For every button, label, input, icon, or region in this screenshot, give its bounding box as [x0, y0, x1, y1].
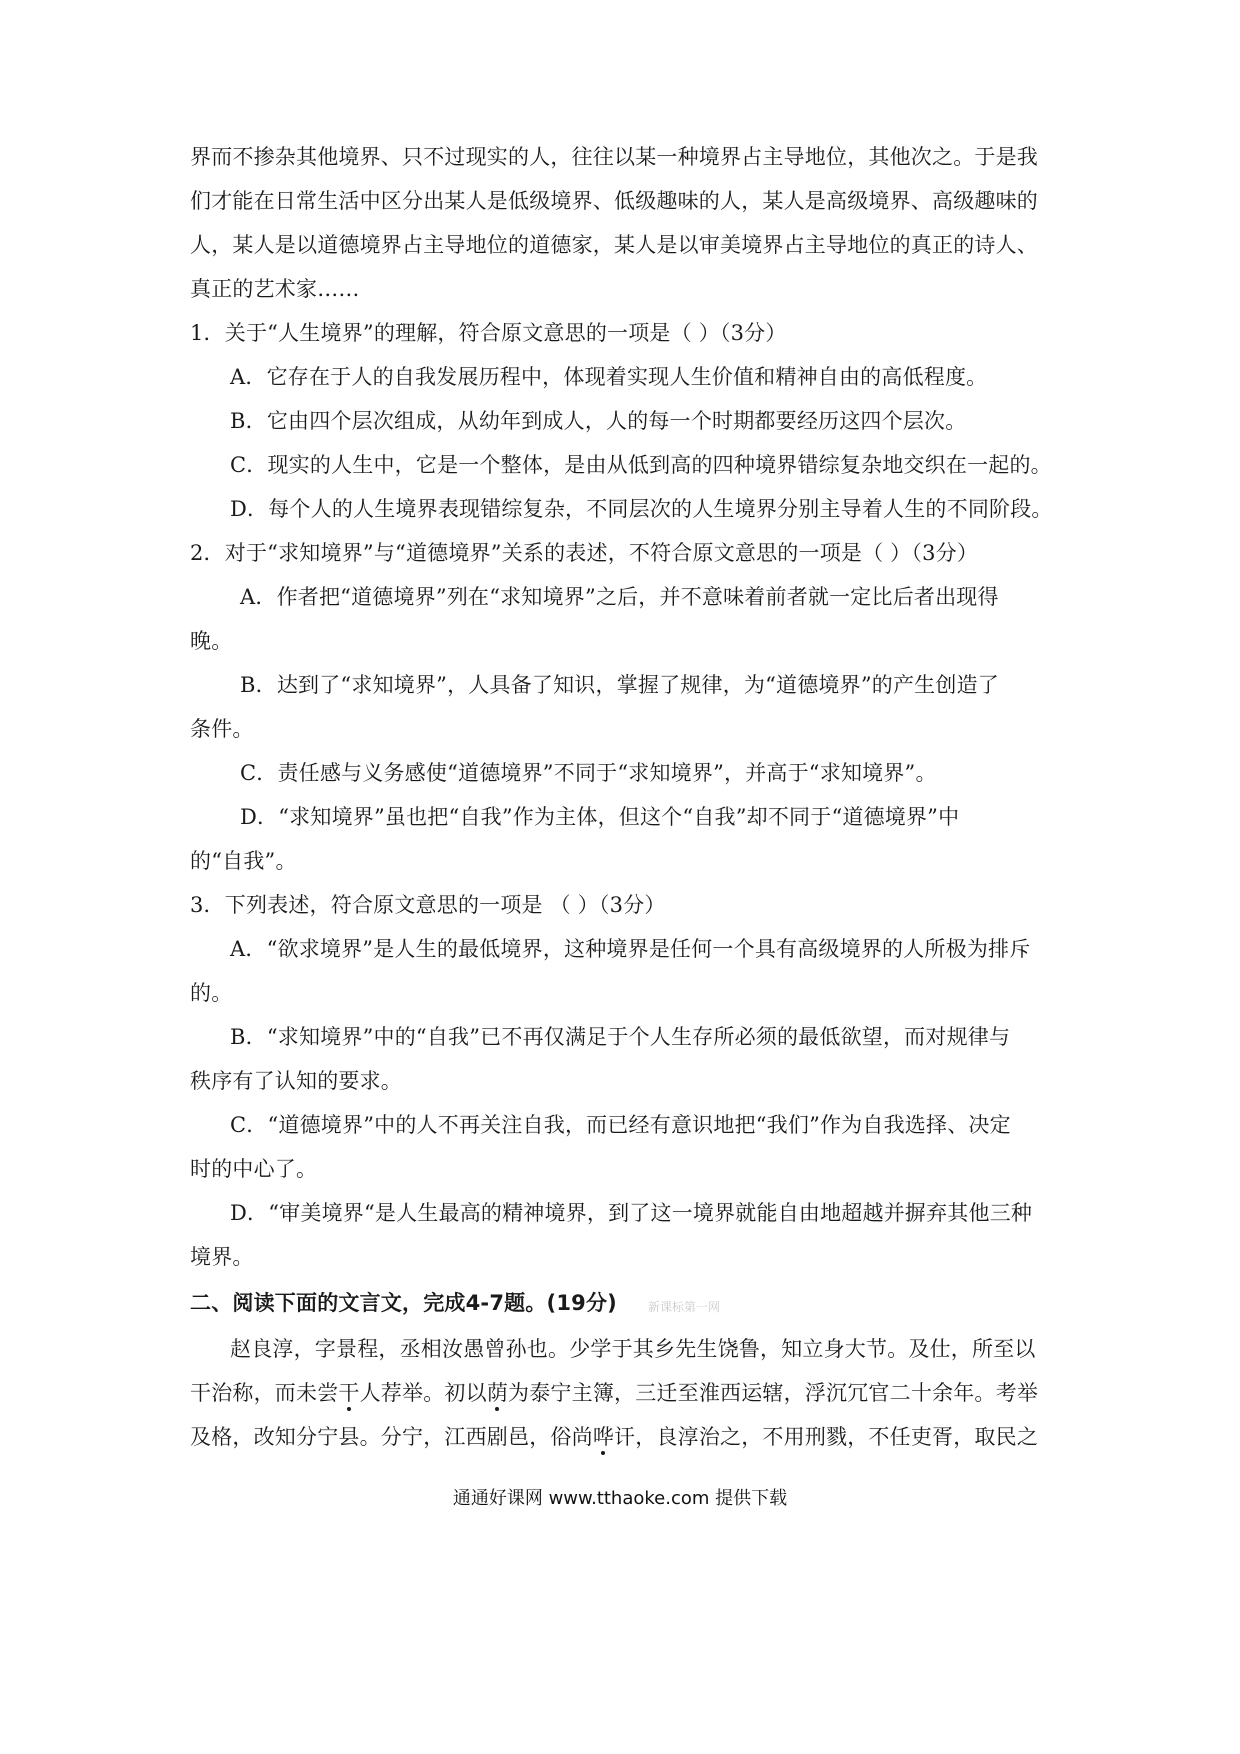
question-2-option-b: B．达到了“求知境界”，人具备了知识，掌握了规律，为“道德境界”的产生创造了	[240, 673, 999, 697]
question-3-option-b-cont: 秩序有了认知的要求。	[190, 1069, 402, 1093]
question-2-option-d: D．“求知境界”虽也把“自我”作为主体，但这个“自我”却不同于“道德境界”中	[240, 805, 960, 829]
question-2-option-c: C．责任感与义务感使“道德境界”不同于“求知境界”，并高于“求知境界”。	[240, 761, 937, 785]
question-3-option-a-cont: 的。	[190, 981, 233, 1005]
question-2-option-a-cont: 晚。	[190, 629, 233, 653]
passage-line: 人，某人是以道德境界占主导地位的道德家，某人是以审美境界占主导地位的真正的诗人、	[190, 233, 1038, 257]
question-1-option-d: D．每个人的人生境界表现错综复杂，不同层次的人生境界分别主导着人生的不同阶段。	[230, 497, 1053, 521]
question-2-option-b-cont: 条件。	[190, 717, 254, 741]
passage-line: 真正的艺术家……	[190, 277, 360, 301]
classical-line-2	[190, 1378, 1060, 1408]
classical-text: 及格，改知分宁县。分宁，江西剧邑，俗尚	[190, 1425, 593, 1449]
question-2-option-a: A．作者把“道德境界”列在“求知境界”之后，并不意味着前者就一定比后者出现得	[240, 585, 999, 609]
question-3-option-c: C．“道德境界”中的人不再关注自我，而已经有意识地把“我们”作为自我选择、决定	[230, 1113, 1011, 1137]
classical-line-1: 赵良淳，字景程，丞相汝愚曾孙也。少学于其乡先生饶鲁，知立身大节。及仕，所至以	[230, 1337, 1036, 1361]
question-3-option-a: A．“欲求境界”是人生的最低境界，这种境界是任何一个具有高级境界的人所极为排斥	[230, 937, 1031, 961]
classical-line-3	[190, 1422, 1060, 1452]
passage-line: 们才能在日常生活中区分出某人是低级境界、低级趣味的人，某人是高级境界、高级趣味的	[190, 189, 1038, 213]
question-3-option-b: B．“求知境界”中的“自我”已不再仅满足于个人生存所必须的最低欲望，而对规律与	[230, 1025, 1011, 1049]
watermark: 新课标第一网	[648, 1300, 721, 1314]
question-2-option-d-cont: 的“自我”。	[190, 849, 297, 873]
classical-text: 人荐举。初以	[359, 1381, 487, 1405]
question-3-option-c-cont: 时的中心了。	[190, 1157, 318, 1181]
section-2-heading: 二、阅读下面的文言文，完成4-7题。(19分)	[190, 1291, 617, 1315]
classical-text: 为泰宁主簿，三迁至淮西运辖，浮沉冗官二十余年。考举	[508, 1381, 1039, 1405]
dotted-character: 干	[338, 1381, 360, 1405]
page-footer: 通通好课网 www.tthaoke.com 提供下载	[452, 1488, 788, 1509]
question-3-option-d-cont: 境界。	[190, 1245, 254, 1269]
question-1-option-b: B．它由四个层次组成，从幼年到成人，人的每一个时期都要经历这四个层次。	[230, 409, 967, 433]
classical-text: 干治称，而未尝	[190, 1381, 339, 1405]
passage-line: 界而不掺杂其他境界、只不过现实的人，往往以某一种境界占主导地位，其他次之。于是我	[190, 145, 1038, 169]
question-3-option-d: D．“审美境界“是人生最高的精神境界，到了这一境界就能自由地超越并摒弃其他三种	[230, 1201, 1033, 1225]
question-1-option-c: C．现实的人生中，它是一个整体，是由从低到高的四种境界错综复杂地交织在一起的。	[230, 453, 1052, 477]
classical-text: 讦，良淳治之，不用刑戮，不任吏胥，取民之	[614, 1425, 1039, 1449]
question-3-stem: 3．下列表述，符合原文意思的一项是 （ ）（3分）	[190, 893, 666, 917]
question-2-stem: 2．对于“求知境界”与“道德境界”关系的表述，不符合原文意思的一项是（ ）（3分）	[190, 541, 979, 565]
question-1-stem: 1．关于“人生境界”的理解，符合原文意思的一项是（ ）（3分）	[190, 321, 787, 345]
dotted-character: 荫	[486, 1381, 509, 1405]
question-1-option-a: A．它存在于人的自我发展历程中，体现着实现人生价值和精神自由的高低程度。	[230, 365, 988, 389]
dotted-character: 哗	[592, 1425, 615, 1449]
